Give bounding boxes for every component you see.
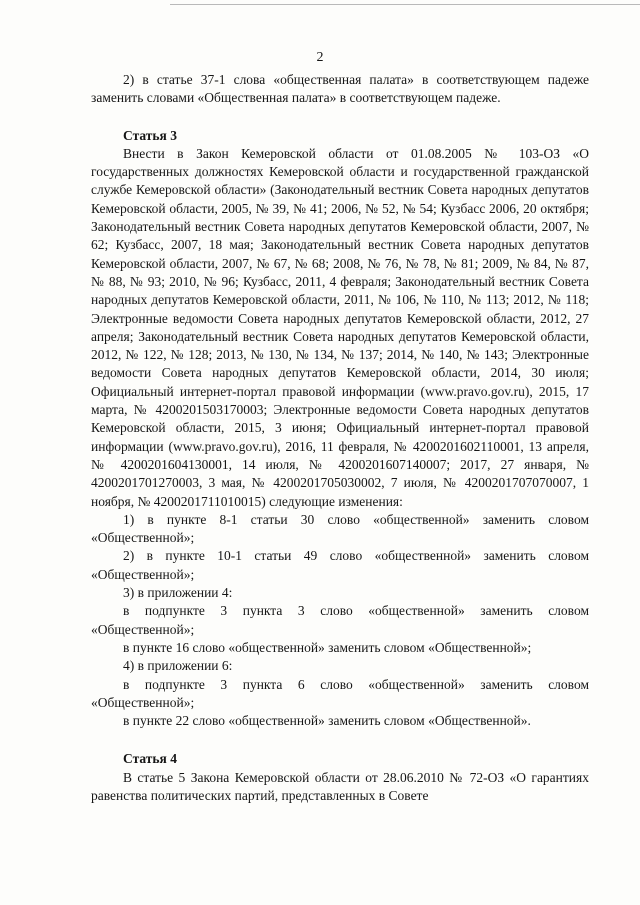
- spacer: [91, 730, 589, 750]
- article-3-item: 4) в приложении 6:: [123, 658, 233, 674]
- top-scan-rule: [170, 4, 640, 5]
- article-3-item: 1) в пункте 8-1 статьи 30 слово «общественной» заменить словом «Общественной»;: [91, 511, 589, 546]
- page-number: 2: [316, 50, 324, 65]
- spacer: [91, 108, 589, 127]
- article-4-intro: В статье 5 Закона Кемеровской области от 28.06.2010 № 72-ОЗ «О гарантиях равенства политических партий, представленных в Совете: [91, 769, 589, 803]
- amendment-item-2: 2) в статье 37-1 слова «общественная палата» в соответствующем падеже заменить словами «Общественная палата» в соответствующем падеже.: [91, 72, 589, 106]
- document-body: [91, 71, 589, 805]
- article-3-item: 2) в пункте 10-1 статьи 49 слово «общественной» заменить словом «Общественной»;: [91, 548, 589, 582]
- article-4-heading: Статья 4: [123, 751, 177, 767]
- article-3-heading: Статья 3: [123, 127, 177, 143]
- article-3-item: в подпункте 3 пункта 6 слово «общественной» заменить словом «Общественной»;: [91, 676, 589, 710]
- article-3-intro: Внести в Закон Кемеровской области от 01.08.2005 № 103-ОЗ «О государственных должностях Кемеровской области и государственной гражданской службе Кемеровской области» (Законодательный вестник Совета народных депутатов Кемеровской области, 2005, № 39, № 41; 2006, № 52, № 54; Кузбасс 2006, 20 октября; Законодательный вестник Совета народных депутатов Кемеровской области, 2007, № 62; Кузбасс, 2007, 18 мая; Законодательный вестник Совета народных депутатов Кемеровской области, 2007, № 67, № 68; 2008, № 76, № 78, № 81; 2009, № 84, № 87, № 88, № 93; 2010, № 96; Кузбасс, 2011, 4 февраля; Законодательный вестник Совета народных депутатов Кемеровской области, 2011, № 106, № 110, № 113; 2012, № 118; Электронные ведомости Совета народных депутатов Кемеровской области, 2012, 27 апреля; Законодательный вестник Совета народных депутатов Кемеровской области, 2012, № 122, № 128; 2013, № 130, № 134, № 137; 2014, № 140, № 143; Электронные ведомости Совета народных депутатов Кемеровской области, 2014, 30 июля; Официальный интернет-портал правовой информации (www.pravo.gov.ru), 2015, 17 марта, № 4200201503170003; Электронные ведомости Совета народных депутатов Кемеровской области, 2015, 3 июня; Официальный интернет-портал правовой информации (www.pravo.gov.ru), 2016, 11 февраля, № 4200201602110001, 13 апреля, № 4200201604130001, 14 июля, № 4200201607140007; 2017, 27 января, № 4200201701270003, 3 мая, № 4200201705030002, 7 июля, № 4200201707070007, 1 ноября, № 4200201711010015) следующие изменения:: [91, 145, 589, 509]
- article-3-item: в пункте 16 слово «общественной» заменить словом «Общественной»;: [123, 639, 532, 655]
- article-3-item: в подпункте 3 пункта 3 слово «общественной» заменить словом «Общественной»;: [91, 603, 589, 637]
- article-3-item: в пункте 22 слово «общественной» заменить словом «Общественной».: [123, 713, 531, 729]
- article-3-item: 3) в приложении 4:: [123, 585, 233, 601]
